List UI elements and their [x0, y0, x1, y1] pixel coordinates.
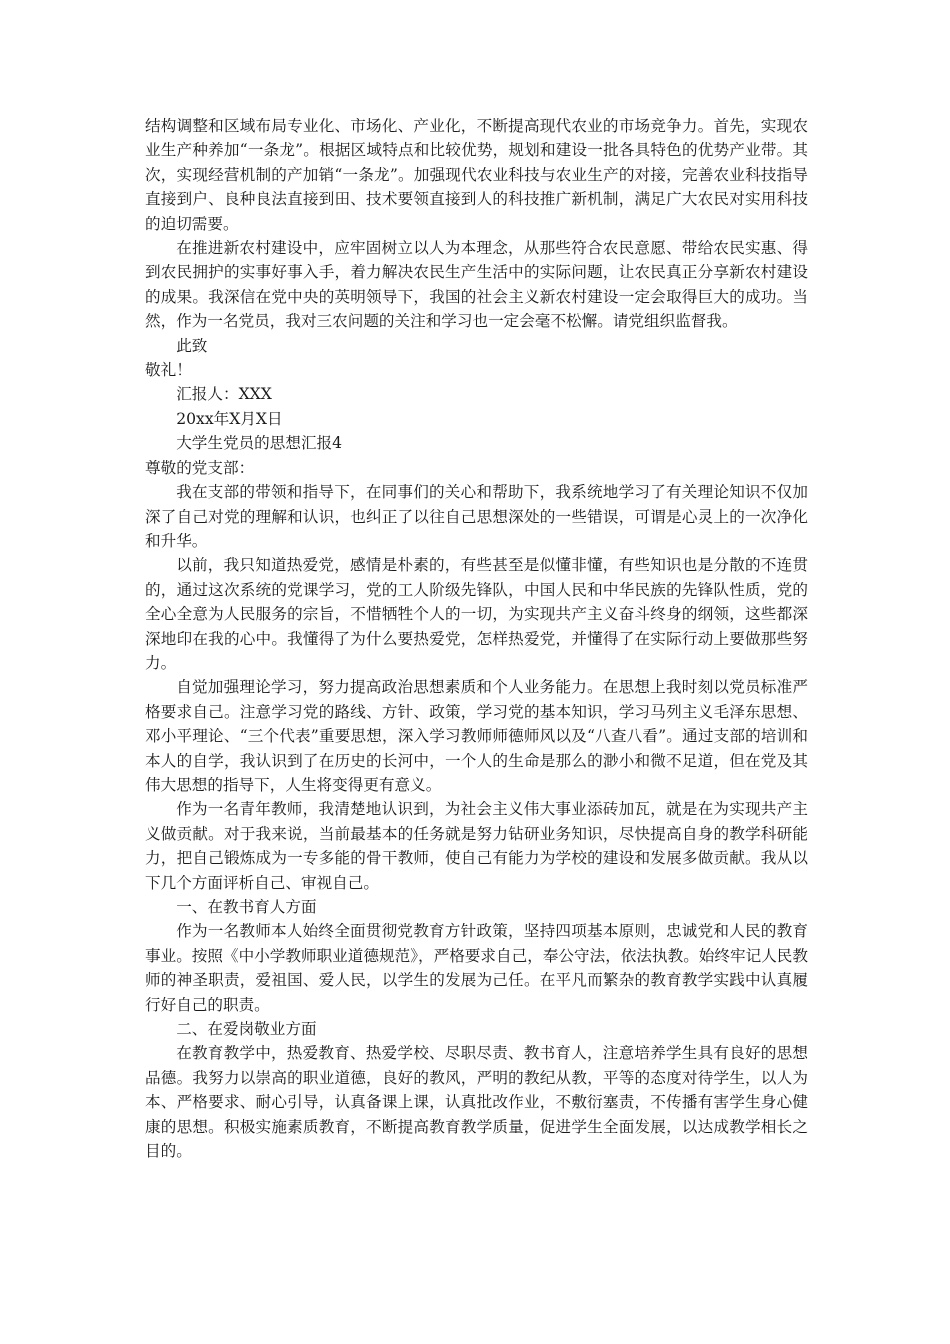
report-title: 大学生党员的思想汇报4: [176, 434, 343, 453]
salutation: 尊敬的党支部：: [145, 458, 255, 477]
reporter-line: 汇报人：XXX: [176, 385, 272, 404]
document-body: [145, 114, 808, 1163]
paragraph-branch-guidance: 我在支部的带领和指导下，在同事们的关心和帮助下，我系统地学习了有关理论知识不仅加深了自己对党的理解和认识，也纠正了以往自己思想深处的一些错误，可谓是心灵上的一次净化和升华。: [145, 483, 808, 550]
section-heading-dedication: 二、在爱岗敬业方面: [176, 1020, 317, 1039]
paragraph-agriculture-structure: 结构调整和区域布局专业化、市场化、产业化，不断提高现代农业的市场竞争力。首先，实现农业生产种养加“一条龙”。根据区域特点和比较优势，规划和建设一批各具特色的优势产业带。其次，实现经营机制的产加销“一条龙”。加强现代农业科技与农业生产的对接，完善农业科技指导直接到户、良种良法直接到田、技术要领直接到人的科技推广新机制，满足广大农民对实用科技的迫切需要。: [145, 117, 808, 233]
paragraph-young-teacher: 作为一名青年教师，我清楚地认识到，为社会主义伟大事业添砖加瓦，就是在为实现共产主义做贡献。对于我来说，当前最基本的任务就是努力钻研业务知识，尽快提高自身的教学科研能力，把自己锻炼成为一专多能的骨干教师，使自己有能力为学校的建设和发展多做贡献。我从以下几个方面评析自己、审视自己。: [145, 800, 808, 892]
paragraph-love-party: 以前，我只知道热爱党，感情是朴素的，有些甚至是似懂非懂，有些知识也是分散的不连贯的，通过这次系统的党课学习，党的工人阶级先锋队，中国人民和中华民族的先锋队性质，党的全心全意为人民服务的宗旨，不惜牺牲个人的一切，为实现共产主义奋斗终身的纲领，这些都深深地印在我的心中。我懂得了为什么要热爱党，怎样热爱党，并懂得了在实际行动上要做那些努力。: [145, 556, 808, 672]
date-line: 20xx年X月X日: [176, 409, 283, 428]
closing-jingli: 敬礼！: [145, 361, 192, 380]
paragraph-new-countryside: 在推进新农村建设中，应牢固树立以人为本理念，从那些符合农民意愿、带给农民实惠、得到农民拥护的实事好事入手，着力解决农民生产生活中的实际问题，让农民真正分享新农村建设的成果。我深信在党中央的英明领导下，我国的社会主义新农村建设一定会取得巨大的成功。当然，作为一名党员，我对三农问题的关注和学习也一定会毫不松懈。请党组织监督我。: [145, 239, 808, 331]
section-heading-teaching: 一、在教书育人方面: [176, 898, 317, 916]
paragraph-theory-study: 自觉加强理论学习，努力提高政治思想素质和个人业务能力。在思想上我时刻以党员标准严格要求自己。注意学习党的路线、方针、政策，学习党的基本知识，学习马列主义毛泽东思想、邓小平理论、“三个代表”重要思想，深入学习教师师德师风以及“八查八看”。通过支部的培训和本人的自学，我认识到了在历史的长河中，一个人的生命是那么的渺小和微不足道，但在党及其伟大思想的指导下，人生将变得更有意义。: [145, 678, 808, 794]
paragraph-dedication: 在教育教学中，热爱教育、热爱学校、尽职尽责、教书育人，注意培养学生具有良好的思想品德。我努力以崇高的职业道德，良好的教风，严明的教纪从教，平等的态度对待学生，以人为本、严格要求、耐心引导，认真备课上课，认真批改作业，不敷衍塞责，不传播有害学生身心健康的思想。积极实施素质教育，不断提高教育教学质量，促进学生全面发展，以达成教学相长之目的。: [145, 1044, 808, 1161]
paragraph-teaching: 作为一名教师本人始终全面贯彻党教育方针政策，坚持四项基本原则，忠诚党和人民的教育事业。按照《中小学教师职业道德规范》，严格要求自己，奉公守法，依法执教。始终牢记人民教师的神圣职责，爱祖国、爱人民，以学生的发展为己任。在平凡而繁杂的教育教学实践中认真履行好自己的职责。: [145, 922, 808, 1014]
closing-cizhi: 此致: [176, 336, 208, 355]
